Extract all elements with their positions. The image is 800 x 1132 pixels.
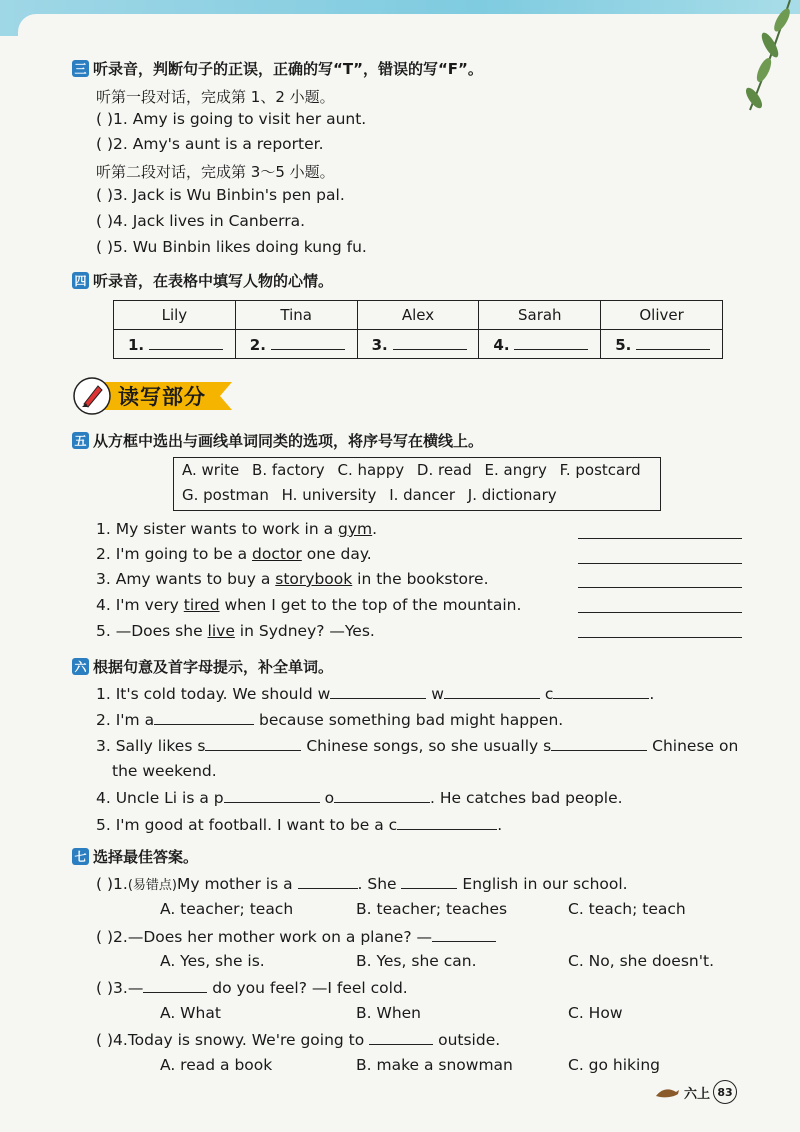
section-4-heading xyxy=(72,270,333,291)
item-text: English in our school. xyxy=(457,875,628,893)
page-number: 83 xyxy=(713,1080,737,1104)
item-text: 5. —Does she xyxy=(96,622,208,640)
section-6-item-4 xyxy=(96,788,623,807)
answer-line-1[interactable] xyxy=(578,538,742,539)
item-text: w xyxy=(431,685,444,703)
section-3-item-2[interactable]: ( )2. Amy's aunt is a reporter. xyxy=(96,135,324,153)
word-blank[interactable] xyxy=(205,736,301,751)
answer-paren[interactable]: ( )3. xyxy=(96,979,128,997)
word-blank[interactable] xyxy=(369,1030,433,1045)
q1-option-c[interactable]: C. teach; teach xyxy=(568,900,686,918)
option-g: G. postman xyxy=(182,486,269,504)
mood-answer-5[interactable] xyxy=(601,330,723,359)
item-text: Chinese songs, so she usually s xyxy=(301,737,552,755)
option-c: C. happy xyxy=(337,461,405,479)
underlined-word: tired xyxy=(183,596,220,614)
answer-line-4[interactable] xyxy=(578,612,742,613)
q2-option-a[interactable]: A. Yes, she is. xyxy=(160,952,265,970)
word-blank[interactable] xyxy=(224,788,320,803)
item-text: . xyxy=(497,816,503,834)
answer-paren[interactable]: ( )2. xyxy=(96,928,128,946)
section-3-heading xyxy=(72,58,483,79)
item-text: 4. I'm very xyxy=(96,596,184,614)
q4-option-b[interactable]: B. make a snowman xyxy=(356,1056,513,1074)
option-b: B. factory xyxy=(252,461,325,479)
section-7-number: 七 xyxy=(72,848,89,865)
mood-name-sarah: Sarah xyxy=(479,301,601,330)
q3-option-a[interactable]: A. What xyxy=(160,1004,221,1022)
option-f: F. postcard xyxy=(559,461,641,479)
item-text: 1. It's cold today. We should w xyxy=(96,685,331,703)
section-6-item-3 xyxy=(96,736,738,755)
section-3-title: 听录音，判断句子的正误，正确的写“T”，错误的写“F”。 xyxy=(93,60,483,78)
mood-answer-1[interactable] xyxy=(114,330,236,359)
word-blank[interactable] xyxy=(551,736,647,751)
item-text: Today is snowy. We're going to xyxy=(127,1031,370,1049)
word-blank[interactable] xyxy=(444,684,540,699)
word-blank[interactable] xyxy=(330,684,426,699)
item-text: 2. I'm going to be a xyxy=(96,545,253,563)
answer-blank[interactable] xyxy=(636,335,710,350)
item-text: because something bad might happen. xyxy=(254,711,564,729)
section-6-item-1 xyxy=(96,684,654,703)
section-5-title: 从方框中选出与画线单词同类的选项，将序号写在横线上。 xyxy=(93,432,484,450)
item-text: 4. Uncle Li is a p xyxy=(96,789,224,807)
page-footer xyxy=(654,1080,737,1104)
section-3-part1-note: 听第一段对话，完成第 1、2 小题。 xyxy=(96,88,335,106)
mood-name-lily: Lily xyxy=(114,301,236,330)
option-a: A. write xyxy=(182,461,240,479)
q1-option-a[interactable]: A. teacher; teach xyxy=(160,900,294,918)
underlined-word: gym xyxy=(338,520,373,538)
mood-answer-2[interactable] xyxy=(235,330,357,359)
question-2 xyxy=(96,927,496,946)
mood-name-alex: Alex xyxy=(357,301,479,330)
item-text: do you feel? —I feel cold. xyxy=(207,979,408,997)
item-text: . xyxy=(372,520,378,538)
section-5-heading xyxy=(72,430,483,451)
option-i: I. dancer xyxy=(389,486,456,504)
q1-option-b[interactable]: B. teacher; teaches xyxy=(356,900,508,918)
section-5-item-3 xyxy=(96,570,489,588)
item-text: Chinese on xyxy=(647,737,739,755)
section-3-item-5[interactable]: ( )5. Wu Binbin likes doing kung fu. xyxy=(96,238,367,256)
word-options-box xyxy=(173,457,661,511)
item-text: outside. xyxy=(433,1031,501,1049)
word-blank[interactable] xyxy=(553,684,649,699)
section-6-item-3-cont: the weekend. xyxy=(112,762,217,780)
section-6-number: 六 xyxy=(72,658,89,675)
item-text: in Sydney? —Yes. xyxy=(234,622,375,640)
option-e: E. angry xyxy=(484,461,547,479)
section-7-heading xyxy=(72,846,198,867)
answer-line-3[interactable] xyxy=(578,587,742,588)
item-text: one day. xyxy=(301,545,372,563)
section-5-item-4 xyxy=(96,596,521,614)
answer-blank[interactable] xyxy=(149,335,223,350)
item-text: —Does her mother work on a plane? — xyxy=(127,928,432,946)
bird-icon xyxy=(654,1084,680,1100)
section-6-item-5 xyxy=(96,815,502,834)
item-text: My mother is a xyxy=(176,875,298,893)
mood-answer-4[interactable] xyxy=(479,330,601,359)
grade-label: 六上 xyxy=(684,1086,711,1102)
section-4-title: 听录音，在表格中填写人物的心情。 xyxy=(93,272,334,290)
q2-option-c[interactable]: C. No, she doesn't. xyxy=(568,952,714,970)
q3-option-c[interactable]: C. How xyxy=(568,1004,623,1022)
item-text: 1. My sister wants to work in a xyxy=(96,520,339,538)
item-text: . He catches bad people. xyxy=(430,789,623,807)
underlined-word: doctor xyxy=(252,545,302,563)
underlined-word: live xyxy=(207,622,235,640)
section-3-item-1[interactable]: ( )1. Amy is going to visit her aunt. xyxy=(96,110,367,128)
mood-answer-2-label: 2. xyxy=(249,335,266,354)
section-5-item-5 xyxy=(96,622,375,640)
q3-option-b[interactable]: B. When xyxy=(356,1004,421,1022)
option-j: J. dictionary xyxy=(467,486,557,504)
item-text: o xyxy=(324,789,335,807)
item-text: when I get to the top of the mountain. xyxy=(219,596,522,614)
mood-answer-3-label: 3. xyxy=(371,335,388,354)
item-text: in the bookstore. xyxy=(352,570,489,588)
answer-blank[interactable] xyxy=(393,335,467,350)
word-blank[interactable] xyxy=(154,710,254,725)
mood-name-tina: Tina xyxy=(235,301,357,330)
item-text: 5. I'm good at football. I want to be a c xyxy=(96,816,398,834)
section-5-item-2 xyxy=(96,545,372,563)
answer-line-2[interactable] xyxy=(578,563,742,564)
banner-title: 读写部分 xyxy=(118,385,206,409)
item-text: . xyxy=(649,685,655,703)
section-4-number: 四 xyxy=(72,272,89,289)
item-text: 3. Amy wants to buy a xyxy=(96,570,276,588)
mood-answer-4-label: 4. xyxy=(493,335,510,354)
item-text: 3. Sally likes s xyxy=(96,737,206,755)
word-blank[interactable] xyxy=(432,927,496,942)
q4-option-c[interactable]: C. go hiking xyxy=(568,1056,661,1074)
answer-paren[interactable]: ( )1. xyxy=(96,875,128,893)
page-corner xyxy=(18,14,800,54)
underlined-word: storybook xyxy=(275,570,353,588)
item-text: — xyxy=(127,979,144,997)
section-3-number: 三 xyxy=(72,60,89,77)
leaf-decoration-icon xyxy=(730,0,800,130)
answer-blank[interactable] xyxy=(514,335,588,350)
section-5-item-1 xyxy=(96,520,377,538)
question-3 xyxy=(96,978,408,997)
q4-option-a[interactable]: A. read a book xyxy=(160,1056,273,1074)
section-7-title: 选择最佳答案。 xyxy=(93,848,199,866)
word-blank[interactable] xyxy=(401,874,457,889)
section-3-item-4[interactable]: ( )4. Jack lives in Canberra. xyxy=(96,212,306,230)
item-text: 2. I'm a xyxy=(96,711,155,729)
section-3-item-3[interactable]: ( )3. Jack is Wu Binbin's pen pal. xyxy=(96,186,345,204)
section-5-number: 五 xyxy=(72,432,89,449)
answer-blank[interactable] xyxy=(271,335,345,350)
q2-option-b[interactable]: B. Yes, she can. xyxy=(356,952,477,970)
word-blank[interactable] xyxy=(397,815,497,830)
mood-answer-3[interactable] xyxy=(357,330,479,359)
error-prone-tag: (易错点) xyxy=(127,878,177,893)
answer-paren[interactable]: ( )4. xyxy=(96,1031,128,1049)
item-text: . She xyxy=(357,875,402,893)
option-h: H. university xyxy=(281,486,377,504)
answer-line-5[interactable] xyxy=(578,637,742,638)
mood-answer-5-label: 5. xyxy=(615,335,632,354)
section-6-heading xyxy=(72,656,333,677)
mood-answer-1-label: 1. xyxy=(128,335,145,354)
word-blank[interactable] xyxy=(334,788,430,803)
question-4 xyxy=(96,1030,500,1049)
item-text: c xyxy=(544,685,554,703)
section-3-part2-note: 听第二段对话，完成第 3～5 小题。 xyxy=(96,163,335,181)
mood-table xyxy=(113,300,723,359)
option-d: D. read xyxy=(416,461,472,479)
section-6-title: 根据句意及首字母提示，补全单词。 xyxy=(93,658,334,676)
question-1 xyxy=(96,874,628,893)
section-6-item-2 xyxy=(96,710,563,729)
mood-name-oliver: Oliver xyxy=(601,301,723,330)
word-blank[interactable] xyxy=(143,978,207,993)
word-blank[interactable] xyxy=(298,874,358,889)
